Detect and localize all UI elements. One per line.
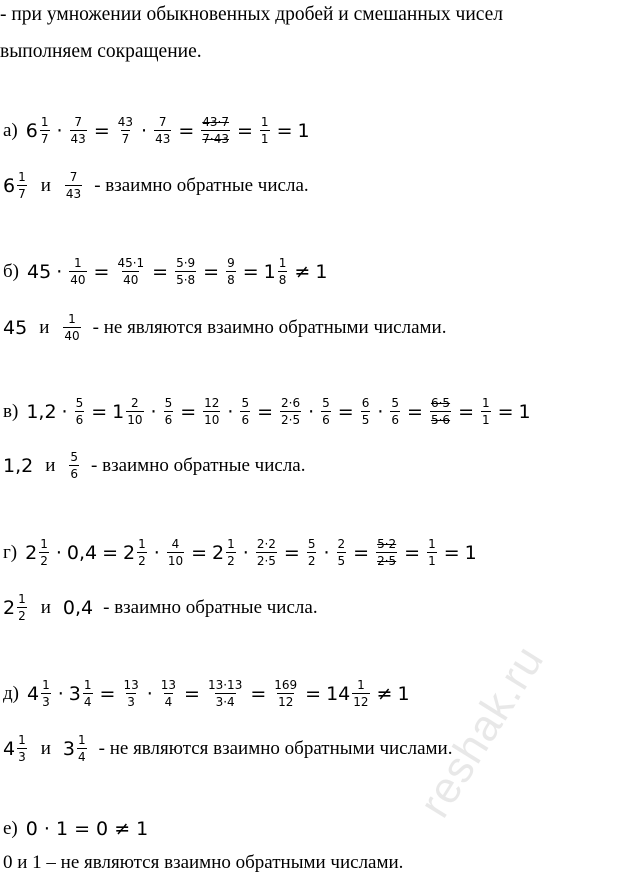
fraction: $\frac{1}{1}$: [260, 115, 269, 146]
fraction-cancelled: $\frac{2\cdot 6}{2\cdot 5}$: [281, 396, 301, 427]
fraction: $\frac{13\cdot 13}{3\cdot 4}$: [207, 678, 243, 709]
mixed-number: 14 $\frac{1}{12}$: [326, 678, 369, 709]
fraction: $\frac{5}{6}$: [164, 396, 173, 427]
problem-d-conclusion: 4 $\frac{1}{3}$ и 3 $\frac{1}{4}$ - не являются взаимно обратными числами.: [3, 733, 453, 764]
fraction: $\frac{5}{6}$: [241, 396, 250, 427]
mixed-number: 4 $\frac{1}{3}$: [3, 733, 26, 764]
mixed-number: 1 $\frac{1}{8}$: [263, 256, 287, 287]
problem-e-equation: [3, 818, 148, 840]
problem-g-conclusion: 2 $\frac{1}{2}$ и 0,4 - взаимно обратные числа.: [3, 592, 318, 623]
fraction: $\frac{5}{6}$: [70, 450, 79, 481]
fraction-cancelled: $\frac{5\cdot 9}{5\cdot 8}$: [176, 256, 196, 287]
fraction: $\frac{7}{43}$: [70, 115, 86, 146]
mixed-number: 3 $\frac{1}{4}$: [68, 678, 92, 709]
watermark: reshak.ru: [410, 636, 554, 826]
problem-e-label: е): [3, 818, 18, 839]
fraction: $\frac{4}{10}$: [167, 537, 184, 568]
problem-g-equation: г) 2 $\frac{1}{2}$ · 0,4 = 2 $\frac{1}{2}$ · $\frac{4}{10}$ = 2 $\frac{1}{2}$ · $\frac{2\cdot 2}{2\cdot 5}$ = $\frac{5}{2}$ · $\frac{2}{5}$ = $\frac{5\cdot 2}{2\cdot 5}$ = $\frac{1}{1}$ = 1: [3, 537, 477, 568]
mixed-number: 1 $\frac{2}{10}$: [112, 396, 143, 427]
fraction-cancelled: $\frac{5\cdot 2}{2\cdot 5}$: [377, 537, 397, 568]
fraction: $\frac{1}{40}$: [64, 312, 80, 343]
fraction: $\frac{169}{12}$: [274, 678, 298, 709]
mixed-number: 2 $\frac{1}{2}$: [3, 592, 26, 623]
mixed-number: 6 $\frac{1}{7}$: [25, 115, 49, 146]
mixed-number: 3 $\frac{1}{4}$: [62, 733, 86, 764]
mixed-number: 2 $\frac{1}{2}$: [123, 537, 146, 568]
problem-a-equation: а) 6 $\frac{1}{7}$ · $\frac{7}{43}$ = $\frac{43}{7}$ · $\frac{7}{43}$ = $\frac{43\cdot 7}{7\cdot 43}$ = $\frac{1}{1}$ = 1: [3, 115, 310, 146]
fraction: $\frac{5}{6}$: [75, 396, 84, 427]
fraction: $\frac{13}{3}$: [123, 678, 139, 709]
mixed-number: 2 $\frac{1}{2}$: [25, 537, 48, 568]
conclusion-text: - не являются взаимно обратными числами.: [98, 737, 453, 759]
fraction: $\frac{13}{4}$: [160, 678, 177, 709]
fraction: $\frac{45\cdot 1}{40}$: [117, 256, 145, 287]
fraction: $\frac{9}{8}$: [227, 256, 235, 287]
fraction: $\frac{1}{1}$: [481, 396, 490, 427]
fraction-cancelled: $\frac{2\cdot 2}{2\cdot 5}$: [256, 537, 276, 568]
mixed-number: 2 $\frac{1}{2}$: [212, 537, 235, 568]
fraction: $\frac{7}{43}$: [155, 115, 171, 146]
problem-g-label: г): [3, 541, 18, 563]
problem-d-label: д): [3, 682, 19, 704]
problem-b-conclusion: 45 и $\frac{1}{40}$ - не являются взаимно обратными числами.: [3, 312, 447, 343]
mixed-number: 6 $\frac{1}{7}$: [3, 170, 26, 201]
result: 1: [518, 400, 531, 423]
fraction: $\frac{1}{40}$: [70, 256, 86, 287]
expression: 0 · 1 = 0 ≠ 1: [25, 818, 149, 840]
intro-line-2: выполняем сокращение.: [0, 41, 202, 62]
fraction: $\frac{1}{1}$: [428, 537, 436, 568]
problem-v-equation: в) 1,2 · $\frac{5}{6}$ = 1 $\frac{2}{10}$ · $\frac{5}{6}$ = $\frac{12}{10}$ · $\frac{5}{6}$ = $\frac{2\cdot 6}{2\cdot 5}$ · $\frac{5}{6}$ = $\frac{6}{5}$ · $\frac{5}{6}$ = $\frac{6\cdot 5}{5\cdot 6}$ = $\frac{1}{1}$ = 1: [3, 396, 531, 427]
fraction-cancelled: $\frac{43\cdot 7}{7\cdot 43}$: [202, 115, 229, 146]
fraction: $\frac{7}{43}$: [65, 170, 82, 201]
problem-b-label: б): [3, 260, 19, 282]
conclusion-text: - взаимно обратные числа.: [94, 174, 309, 196]
result: 1: [315, 260, 328, 283]
problem-e-conclusion: 0 и 1 – не являются взаимно обратными числами.: [3, 852, 404, 873]
fraction-cancelled: $\frac{6\cdot 5}{5\cdot 6}$: [430, 396, 451, 427]
problem-a-label: а): [3, 119, 18, 141]
problem-b-equation: б) 45 · $\frac{1}{40}$ = $\frac{45\cdot 1}{40}$ = $\frac{5\cdot 9}{5\cdot 8}$ = $\frac{9}{8}$ = 1 $\frac{1}{8}$ ≠ 1: [3, 256, 328, 287]
problem-v-label: в): [3, 400, 19, 422]
fraction: $\frac{5}{6}$: [391, 396, 400, 427]
problem-v-conclusion: 1,2 и $\frac{5}{6}$ - взаимно обратные числа.: [3, 450, 306, 481]
fraction: $\frac{5}{2}$: [307, 537, 316, 568]
result: 1: [297, 119, 310, 142]
result: 1: [464, 541, 477, 564]
intro-line-1: - при умножении обыкновенных дробей и смешанных чисел: [0, 4, 504, 25]
conclusion-text: - не являются взаимно обратными числами.: [92, 316, 447, 338]
problem-d-equation: д) 4 $\frac{1}{3}$ · 3 $\frac{1}{4}$ = $\frac{13}{3}$ · $\frac{13}{4}$ = $\frac{13\cdot 13}{3\cdot 4}$ = $\frac{169}{12}$ = 14 $\frac{1}{12}$ ≠ 1: [3, 678, 410, 709]
fraction: $\frac{5}{6}$: [322, 396, 330, 427]
fraction: $\frac{6}{5}$: [361, 396, 370, 427]
result: 1: [397, 682, 410, 705]
mixed-number: 4 $\frac{1}{3}$: [27, 678, 50, 709]
problem-a-conclusion: 6 $\frac{1}{7}$ и $\frac{7}{43}$ - взаимно обратные числа.: [3, 170, 309, 201]
fraction: $\frac{2}{5}$: [337, 537, 346, 568]
conclusion-text: - взаимно обратные числа.: [91, 454, 306, 476]
conclusion-text: - взаимно обратные числа.: [103, 596, 318, 618]
fraction: $\frac{12}{10}$: [204, 396, 220, 427]
fraction: $\frac{43}{7}$: [117, 115, 134, 146]
